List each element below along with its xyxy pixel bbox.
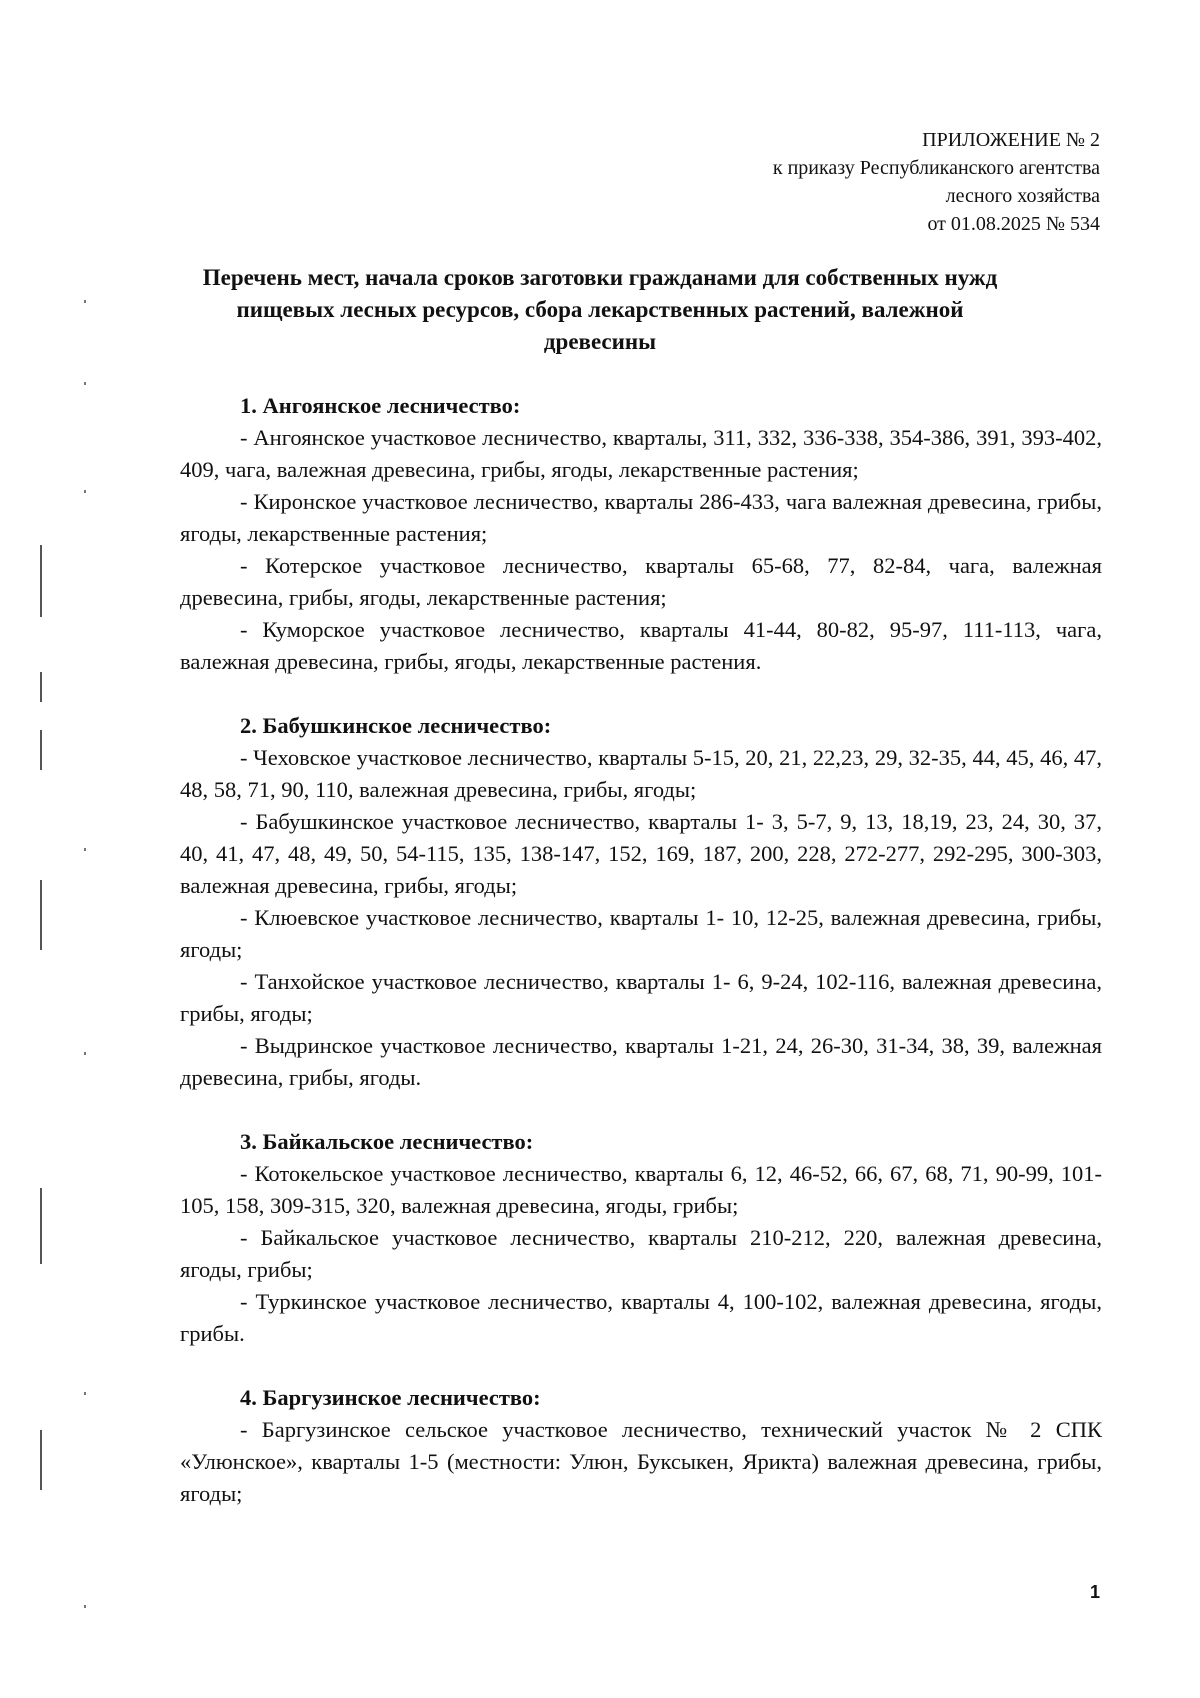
section-angoyanskoe bbox=[180, 390, 1102, 678]
list-item: - Киронское участковое лесничество, кварталы 286-433, чага валежная древесина, грибы, ягоды, лекарственные растения; bbox=[180, 489, 1102, 546]
section-baikalskoe bbox=[180, 1126, 1102, 1350]
list-item: - Чеховское участковое лесничество, кварталы 5-15, 20, 21, 22,23, 29, 32-35, 44, 45, 46, 47, 48, 58, 71, 90, 110, валежная древесина, грибы, ягоды; bbox=[180, 745, 1102, 802]
section-babushkinskoe bbox=[180, 710, 1102, 1094]
list-item: - Туркинское участковое лесничество, кварталы 4, 100-102, валежная древесина, ягоды, грибы. bbox=[180, 1289, 1102, 1346]
document-title: Перечень мест, начала сроков заготовки гражданами для собственных нужд пищевых лесных ресурсов, сбора лекарственных растений, валежной древесины bbox=[202, 265, 998, 354]
scan-artifact bbox=[84, 382, 86, 385]
order-date: от 01.08.2025 № 534 bbox=[927, 213, 1100, 235]
scan-artifact bbox=[40, 880, 42, 950]
document-body bbox=[180, 390, 1102, 1542]
list-item: - Байкальское участковое лесничество, кварталы 210-212, 220, валежная древесина, ягоды, грибы; bbox=[180, 1225, 1102, 1282]
appendix-number: ПРИЛОЖЕНИЕ № 2 bbox=[922, 129, 1100, 151]
list-item: - Ангоянское участковое лесничество, кварталы, 311, 332, 336-338, 354-386, 391, 393-402, 409, чага, валежная древесина, грибы, ягоды, лекарственные растения; bbox=[180, 425, 1102, 482]
scan-artifact bbox=[40, 672, 42, 702]
scan-artifact bbox=[84, 300, 86, 303]
page-number: 1 bbox=[1090, 1582, 1101, 1602]
scan-artifact bbox=[40, 1430, 42, 1490]
order-reference: к приказу Республиканского агентства bbox=[772, 157, 1100, 179]
scan-artifact bbox=[40, 1188, 42, 1264]
appendix-header bbox=[680, 126, 1100, 238]
section-barguzinskoe bbox=[180, 1382, 1102, 1510]
list-item: - Танхойское участковое лесничество, кварталы 1- 6, 9-24, 102-116, валежная древесина, грибы, ягоды; bbox=[180, 969, 1102, 1026]
list-item: - Котокельское участковое лесничество, кварталы 6, 12, 46-52, 66, 67, 68, 71, 90-99, 101-105, 158, 309-315, 320, валежная древесина, ягоды, грибы; bbox=[180, 1161, 1102, 1218]
section-heading: 4. Баргузинское лесничество: bbox=[240, 1385, 541, 1410]
section-heading: 1. Ангоянское лесничество: bbox=[240, 393, 521, 418]
scan-artifact bbox=[84, 848, 86, 851]
scan-artifact bbox=[84, 1605, 86, 1608]
scan-artifact bbox=[40, 730, 42, 770]
agency-name: лесного хозяйства bbox=[945, 185, 1100, 207]
section-heading: 3. Байкальское лесничество: bbox=[240, 1129, 534, 1154]
list-item: - Баргузинское сельское участковое лесничество, технический участок № 2 СПК «Улюнское», кварталы 1-5 (местности: Улюн, Буксыкен, Ярикта) валежная древесина, грибы, ягоды; bbox=[180, 1417, 1102, 1506]
scan-artifact bbox=[84, 490, 86, 493]
scan-artifact bbox=[84, 1392, 86, 1395]
list-item: - Бабушкинское участковое лесничество, кварталы 1- 3, 5-7, 9, 13, 18,19, 23, 24, 30, 37, 40, 41, 47, 48, 49, 50, 54-115, 135, 138-147, 152, 169, 187, 200, 228, 272-277, 292-295, 300-303, валежная древесина, грибы, ягоды; bbox=[180, 809, 1102, 898]
scan-artifact bbox=[40, 545, 42, 617]
scan-artifact bbox=[84, 1052, 86, 1055]
list-item: - Куморское участковое лесничество, кварталы 41-44, 80-82, 95-97, 111-113, чага, валежная древесина, грибы, ягоды, лекарственные растения. bbox=[180, 617, 1102, 674]
list-item: - Котерское участковое лесничество, кварталы 65-68, 77, 82-84, чага, валежная древесина, грибы, ягоды, лекарственные растения; bbox=[180, 553, 1102, 610]
list-item: - Выдринское участковое лесничество, кварталы 1-21, 24, 26-30, 31-34, 38, 39, валежная древесина, грибы, ягоды. bbox=[180, 1033, 1102, 1090]
section-heading: 2. Бабушкинское лесничество: bbox=[240, 713, 552, 738]
list-item: - Клюевское участковое лесничество, кварталы 1- 10, 12-25, валежная древесина, грибы, ягоды; bbox=[180, 905, 1102, 962]
